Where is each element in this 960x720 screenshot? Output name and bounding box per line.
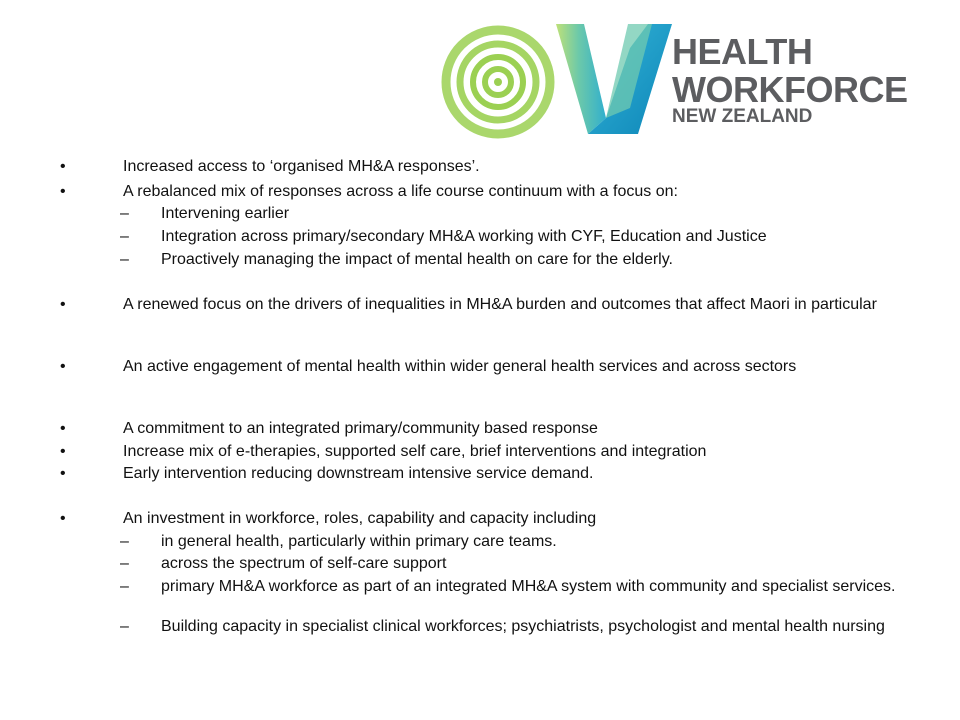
bullet-marker: • [60, 465, 66, 482]
list-item-text: in general health, particularly within primary care teams. [161, 533, 557, 550]
dash-marker: – [120, 228, 129, 245]
list-item-text: primary MH&A workforce as part of an integrated MH&A system with community and specialist services. [161, 578, 896, 595]
list-item-text: A rebalanced mix of responses across a life course continuum with a focus on: [123, 183, 678, 200]
dash-marker: – [120, 205, 129, 222]
logo-line-new-zealand: NEW ZEALAND [672, 106, 813, 127]
dash-marker: – [120, 578, 129, 595]
bullet-marker: • [60, 443, 66, 460]
dash-marker: – [120, 555, 129, 572]
bullet-marker: • [60, 158, 66, 175]
list-item-text: Proactively managing the impact of mental health on care for the elderly. [161, 251, 673, 268]
bullet-marker: • [60, 296, 66, 313]
list-item-text: An active engagement of mental health within wider general health services and across sectors [123, 358, 797, 375]
list-item-text: Increase mix of e-therapies, supported self care, brief interventions and integration [123, 443, 707, 460]
dash-marker: – [120, 251, 129, 268]
list-item-text: Early intervention reducing downstream intensive service demand. [123, 465, 594, 482]
list-item-text: A renewed focus on the drivers of inequalities in MH&A burden and outcomes that affect Maori in particular [123, 296, 877, 313]
list-item-text: Increased access to ‘organised MH&A responses’. [123, 158, 480, 175]
list-item-text: Intervening earlier [161, 205, 290, 222]
bullet-marker: • [60, 183, 66, 200]
dash-marker: – [120, 618, 129, 635]
list-item-text: A commitment to an integrated primary/community based response [123, 420, 598, 437]
dash-marker: – [120, 533, 129, 550]
bullet-marker: • [60, 510, 66, 527]
list-item-text: Integration across primary/secondary MH&A working with CYF, Education and Justice [161, 228, 767, 245]
list-item-text: Building capacity in specialist clinical workforces; psychiatrists, psychologist and mental health nursing [161, 618, 885, 635]
list-item-text: An investment in workforce, roles, capability and capacity including [123, 510, 597, 527]
logo-line-workforce: WORKFORCE [672, 69, 908, 110]
list-item-text: across the spectrum of self-care support [161, 555, 447, 572]
bullet-marker: • [60, 420, 66, 437]
logo-line-health: HEALTH [672, 31, 813, 72]
bullet-marker: • [60, 358, 66, 375]
